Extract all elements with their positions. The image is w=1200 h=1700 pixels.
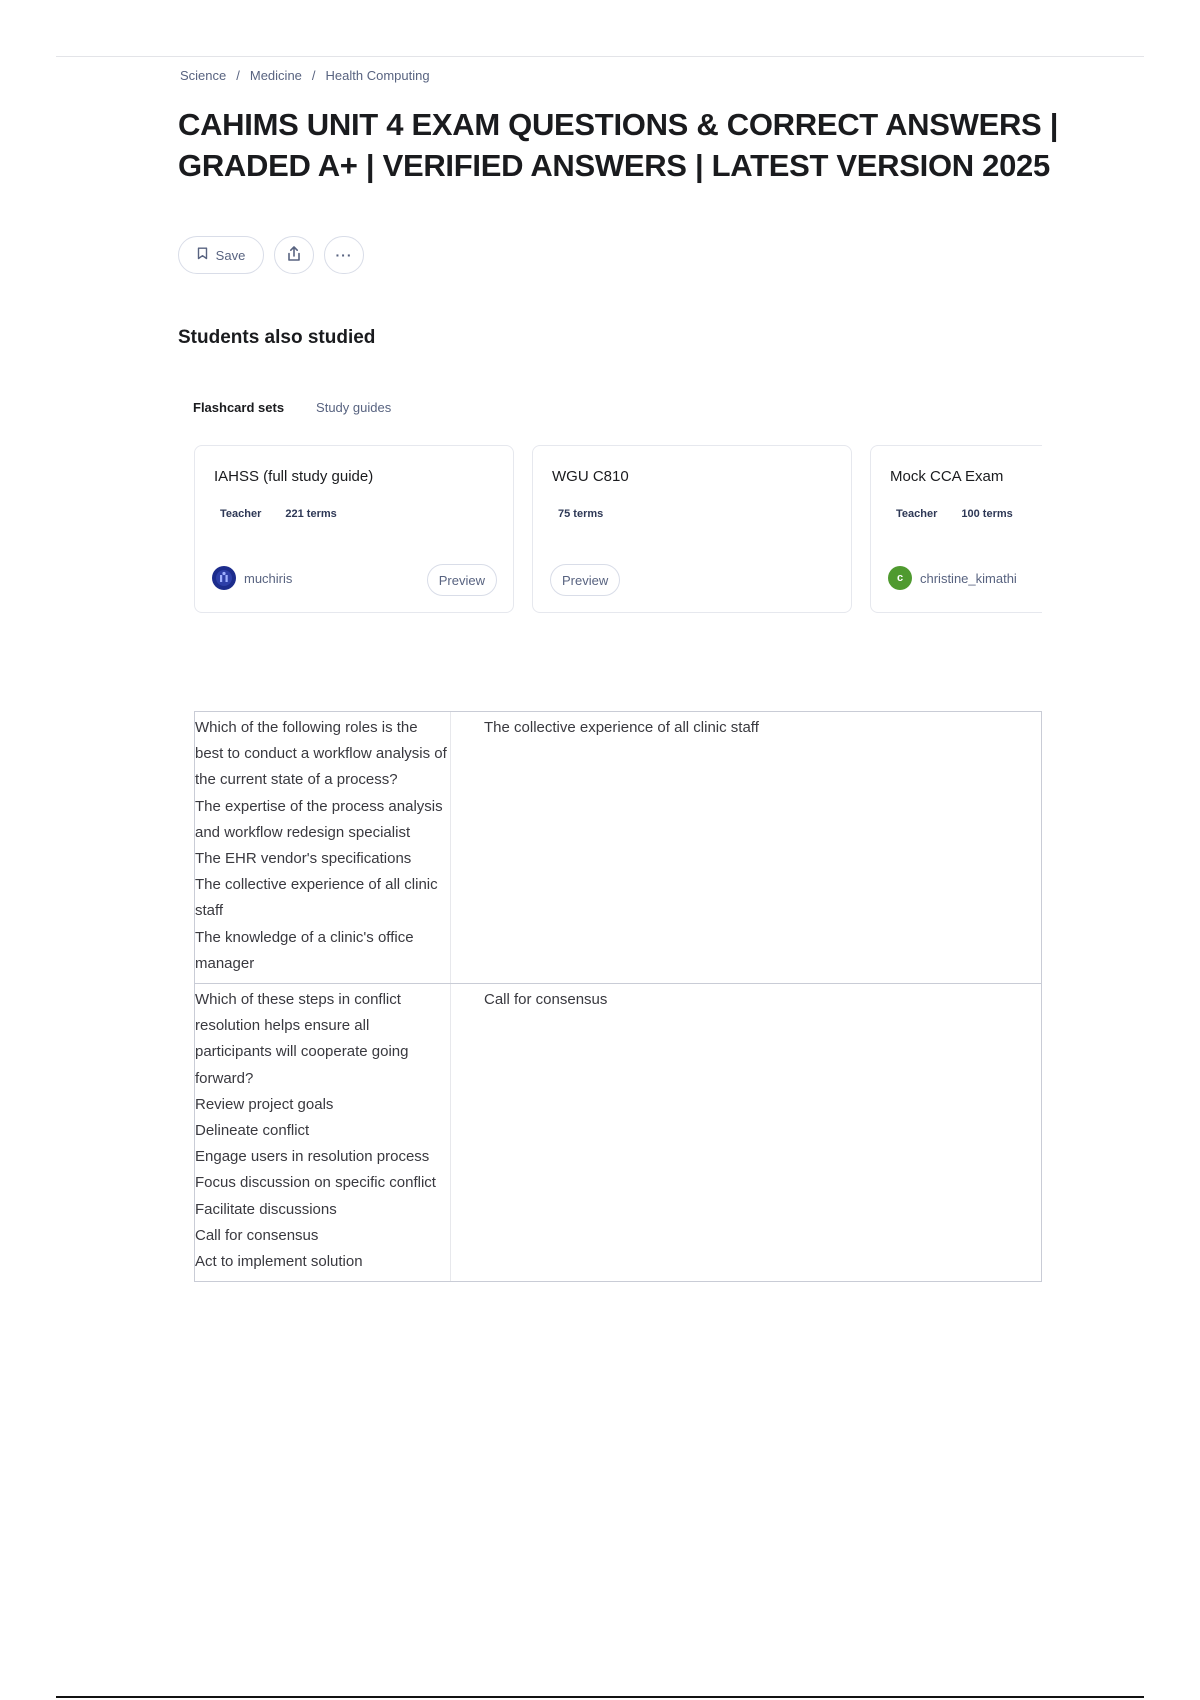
preview-button[interactable]: Preview [427, 564, 497, 596]
question-cell [195, 984, 451, 1281]
card-title: IAHSS (full study guide) [214, 468, 374, 485]
answer-option: Review project goals [195, 1095, 334, 1113]
tab-study-guides[interactable]: Study guides [316, 400, 392, 415]
more-icon: ··· [335, 247, 353, 263]
card-title: Mock CCA Exam [890, 468, 1004, 485]
breadcrumb-separator: / [311, 68, 316, 83]
study-set-card[interactable] [532, 445, 852, 613]
answer-cell: The collective experience of all clinic staff [484, 719, 759, 736]
term-count: 75 terms [558, 508, 604, 520]
author-name: christine_kimathi [920, 570, 1017, 586]
answer-option: Focus discussion on specific conflict [195, 1174, 436, 1192]
question-text: Which of the following roles is the best to conduct a workflow analysis of the current state of a process? [195, 719, 447, 789]
breadcrumb-health-computing[interactable]: Health Computing [325, 68, 430, 83]
answer-option: Facilitate discussions [195, 1200, 337, 1218]
tab-flashcard-sets[interactable]: Flashcard sets [193, 400, 285, 415]
teacher-badge: Teacher [220, 508, 262, 520]
preview-button[interactable]: Preview [550, 564, 620, 596]
action-bar [178, 236, 364, 274]
author-name: muchiris [244, 570, 293, 586]
qa-table [194, 711, 1042, 1282]
card-title: WGU C810 [552, 468, 629, 485]
answer-option: The EHR vendor's specifications [195, 850, 412, 868]
answer-option: Act to implement solution [195, 1253, 363, 1271]
answer-option: Delineate conflict [195, 1122, 310, 1140]
avatar: c [888, 566, 912, 590]
answer-option: The expertise of the process analysis and workflow redesign specialist [195, 797, 443, 841]
answer-option: Call for consensus [195, 1226, 319, 1244]
study-set-carousel [194, 445, 1042, 615]
more-options-button[interactable] [324, 236, 364, 274]
card-meta [896, 508, 1013, 520]
page-title: CAHIMS UNIT 4 EXAM QUESTIONS & CORRECT ANSWERS | GRADED A+ | VERIFIED ANSWERS | LATEST VERSION 2025 [178, 107, 1059, 183]
breadcrumb [180, 68, 430, 83]
bottom-divider [56, 1696, 1144, 1698]
term-count: 100 terms [961, 508, 1013, 520]
study-tabs [193, 400, 391, 415]
qa-row [195, 984, 1041, 1281]
top-divider [56, 56, 1144, 57]
card-author[interactable] [888, 566, 1017, 590]
study-set-card[interactable] [870, 445, 1042, 613]
save-button[interactable] [178, 236, 264, 274]
study-set-card[interactable] [194, 445, 514, 613]
breadcrumb-medicine[interactable]: Medicine [249, 68, 302, 83]
qa-row [195, 712, 1041, 984]
teacher-badge: Teacher [896, 508, 938, 520]
section-title: Students also studied [178, 327, 376, 348]
answer-option: The collective experience of all clinic staff [195, 876, 438, 920]
card-meta [558, 508, 603, 520]
breadcrumb-separator: / [236, 68, 240, 83]
answer-option: The knowledge of a clinic's office manager [195, 928, 414, 972]
term-count: 221 terms [285, 508, 337, 520]
breadcrumb-science[interactable]: Science [180, 68, 227, 83]
question-cell [195, 712, 451, 983]
avatar [212, 566, 236, 590]
save-label: Save [215, 247, 246, 263]
bookmark-icon [197, 247, 208, 263]
card-author[interactable] [212, 566, 292, 590]
question-text: Which of these steps in conflict resolution helps ensure all participants will cooperate going forward? [195, 991, 409, 1087]
card-meta [220, 508, 337, 520]
share-button[interactable] [274, 236, 314, 274]
answer-option: Engage users in resolution process [195, 1148, 430, 1166]
answer-cell: Call for consensus [484, 991, 608, 1009]
share-icon [285, 245, 303, 266]
